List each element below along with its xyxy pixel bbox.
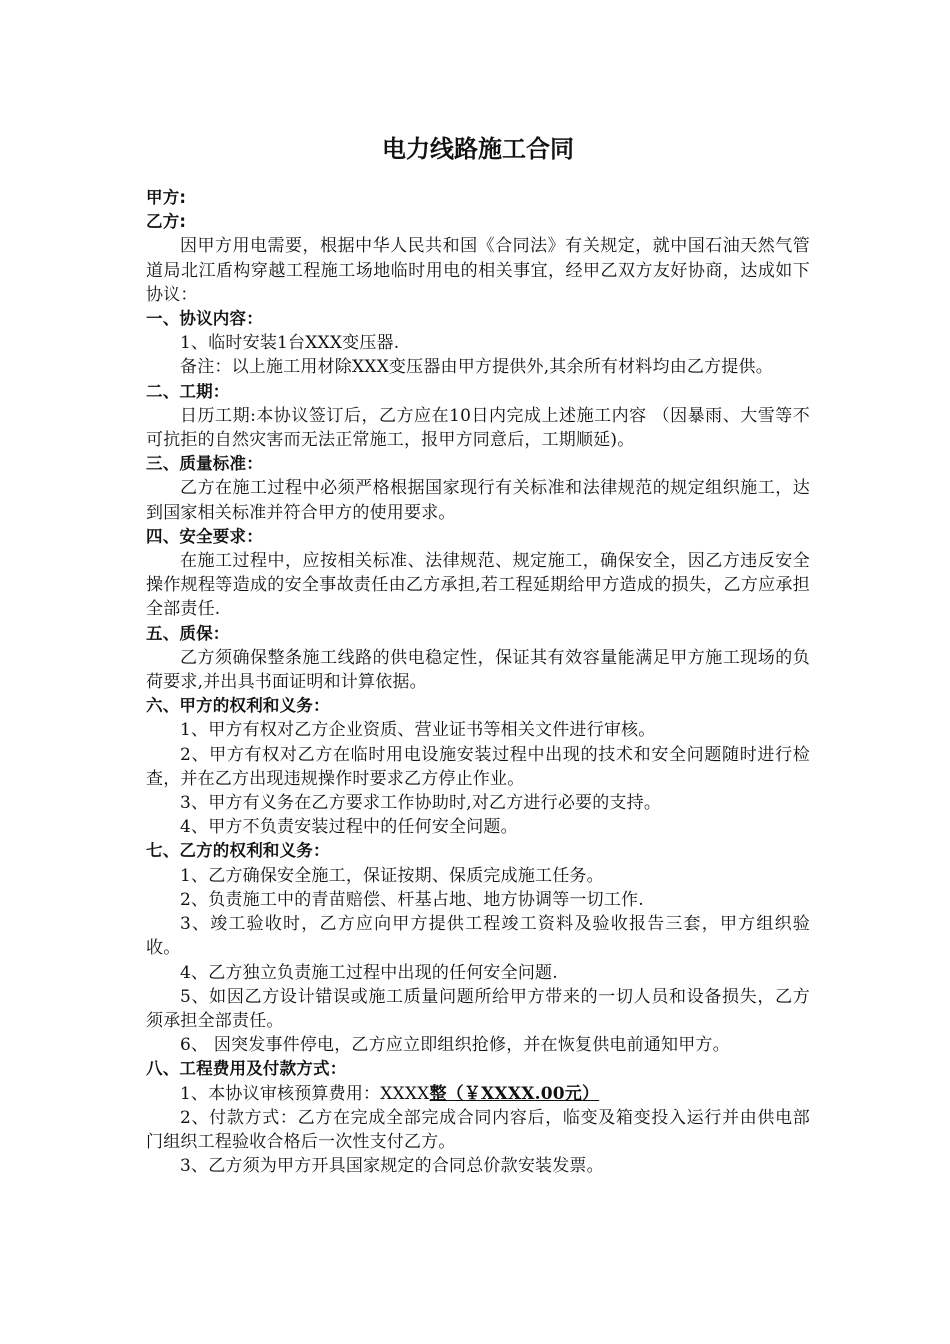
section-heading-2: 二、工期：: [146, 381, 230, 401]
intro-paragraph: 因甲方用电需要，根据中华人民共和国《合同法》有关规定，就中国石油天然气管道局北江盾构穿越工程施工场地临时用电的相关事宜，经甲乙双方友好协商，达成如下协议：: [146, 236, 810, 305]
section-heading-3: 三、质量标准：: [146, 454, 263, 474]
section-6-item: 3、甲方有义务在乙方要求工作协助时,对乙方进行必要的支持。: [180, 793, 662, 814]
section-7-item: 5、如因乙方设计错误或施工质量问题所给甲方带来的一切人员和设备损失，乙方须承担全部责任。: [146, 986, 810, 1031]
section-6-item: 1、甲方有权对乙方企业资质、营业证书等相关文件进行审核。: [180, 720, 656, 741]
section-1-item: 备注：以上施工用材除XXX变压器由甲方提供外,其余所有材料均由乙方提供。: [180, 357, 773, 378]
section-heading-6: 六、甲方的权利和义务：: [146, 696, 330, 716]
section-6-item: 4、甲方不负责安装过程中的任何安全问题。: [180, 817, 518, 838]
budget-fee-line: [146, 1082, 810, 1106]
section-8-item: 2、付款方式：乙方在完成全部完成合同内容后，临变及箱变投入运行并由供电部门组织工程验收合格后一次性支付乙方。: [146, 1107, 810, 1152]
section-8-item: 3、乙方须为甲方开具国家规定的合同总价款安装发票。: [180, 1156, 604, 1177]
section-7-item: 3、竣工验收时，乙方应向甲方提供工程竣工资料及验收报告三套，甲方组织验收。: [146, 914, 810, 959]
fee-amount: 整（￥XXXX.00元）: [429, 1083, 600, 1104]
party-a-label: 甲方:: [146, 188, 187, 207]
section-1-item: 1、临时安装1台XXX变压器.: [180, 333, 400, 354]
section-6-item: 2、甲方有权对乙方在临时用电设施安装过程中出现的技术和安全问题随时进行检查，并在乙方出现违规操作时要求乙方停止作业。: [146, 744, 810, 789]
fee-prefix: 1、本协议审核预算费用：XXXX: [180, 1083, 430, 1104]
section-4-item: 在施工过程中，应按相关标准、法律规范、规定施工，确保安全，因乙方违反安全操作规程等造成的安全事故责任由乙方承担,若工程延期给甲方造成的损失，乙方应承担全部责任.: [146, 551, 810, 620]
section-7-item: 6、 因突发事件停电，乙方应立即组织抢修，并在恢复供电前通知甲方。: [180, 1035, 730, 1056]
page-title: 电力线路施工合同: [382, 135, 574, 163]
section-7-item: 1、乙方确保安全施工，保证按期、保质完成施工任务。: [180, 865, 604, 886]
section-2-item: 日历工期:本协议签订后，乙方应在10日内完成上述施工内容 （因暴雨、大雪等不可抗拒的自然灾害而无法正常施工，报甲方同意后，工期顺延)。: [146, 405, 810, 451]
section-5-item: 乙方须确保整条施工线路的供电稳定性，保证其有效容量能满足甲方施工现场的负荷要求,并出具书面证明和计算依据。: [146, 647, 810, 693]
section-7-item: 4、乙方独立负责施工过程中出现的任何安全问题.: [180, 962, 558, 983]
section-heading-7: 七、乙方的权利和义务：: [146, 841, 330, 861]
party-b-label: 乙方:: [146, 212, 187, 232]
section-heading-5: 五、质保：: [146, 623, 230, 643]
section-heading-4: 四、安全要求：: [146, 526, 263, 546]
section-3-item: 乙方在施工过程中必须严格根据国家现行有关标准和法律规范的规定组织施工，达到国家相关标准并符合甲方的使用要求。: [146, 478, 810, 523]
section-heading-1: 一、协议内容：: [146, 309, 263, 329]
section-heading-8: 八、工程费用及付款方式：: [146, 1059, 347, 1079]
section-7-item: 2、负责施工中的青苗赔偿、杆基占地、地方协调等一切工作.: [180, 889, 644, 910]
